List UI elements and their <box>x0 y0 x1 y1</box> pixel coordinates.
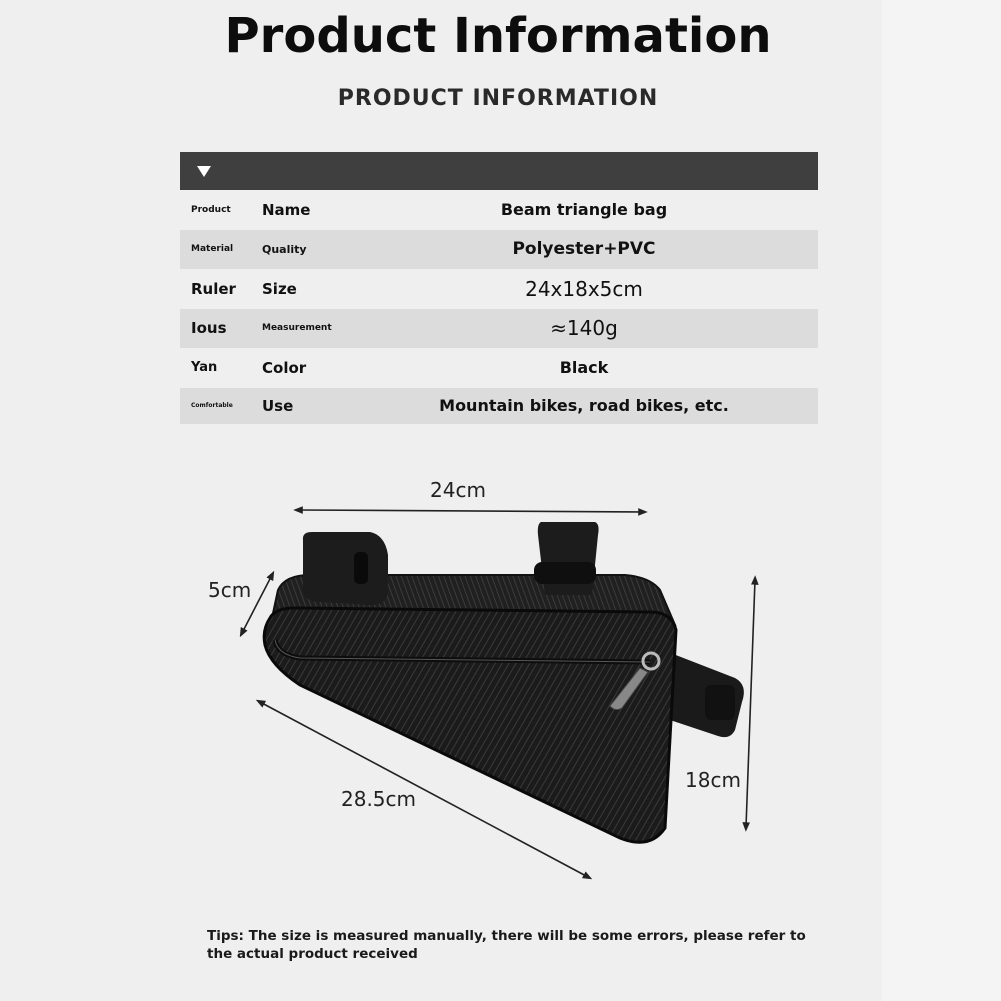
diagonal-label: 28.5cm <box>341 787 417 811</box>
row-value: ≈140g <box>550 316 618 341</box>
row-label-cn: Material <box>191 244 234 255</box>
page-title: Product Information <box>224 8 772 64</box>
row-label: Color <box>262 358 307 377</box>
height-arrow <box>746 580 755 827</box>
row-value: Mountain bikes, road bikes, etc. <box>439 396 729 415</box>
length-arrow <box>298 510 643 512</box>
length-label: 24cm <box>430 478 486 502</box>
table-row <box>180 269 818 309</box>
row-label: Size <box>262 279 297 298</box>
row-value: Beam triangle bag <box>500 200 668 220</box>
width-label: 5cm <box>208 578 252 602</box>
row-label-cn: Product <box>191 204 231 215</box>
row-label: Quality <box>262 242 307 256</box>
row-value: Polyester+PVC <box>512 239 656 260</box>
product-dimension-diagram <box>0 440 1001 900</box>
row-label: Use <box>262 396 294 415</box>
bag-body <box>264 608 676 842</box>
rear-strap <box>538 522 599 595</box>
table-row <box>180 348 818 388</box>
page-subtitle: PRODUCT INFORMATION <box>337 86 659 111</box>
row-value: Black <box>559 358 609 378</box>
table-row <box>180 230 818 270</box>
table-row <box>180 309 818 349</box>
product-info-table <box>180 152 818 424</box>
table-row <box>180 388 818 424</box>
row-value: 24x18x5cm <box>525 276 643 301</box>
front-strap <box>303 532 388 605</box>
triangle-down-icon <box>197 166 211 177</box>
row-label: Name <box>262 200 311 219</box>
table-row <box>180 190 818 230</box>
table-header-bar <box>180 152 818 190</box>
height-label: 18cm <box>685 768 741 792</box>
row-label: Measurement <box>262 323 332 334</box>
row-label-cn: Ruler <box>191 279 236 298</box>
row-label-cn: Yan <box>191 360 218 376</box>
row-label-cn: Ious <box>191 319 227 338</box>
bag-illustration <box>0 440 1001 900</box>
row-label-cn: Comfortable <box>191 402 233 409</box>
tips-note: Tips: The size is measured manually, there will be some errors, please refer to the actual product received <box>207 928 806 962</box>
